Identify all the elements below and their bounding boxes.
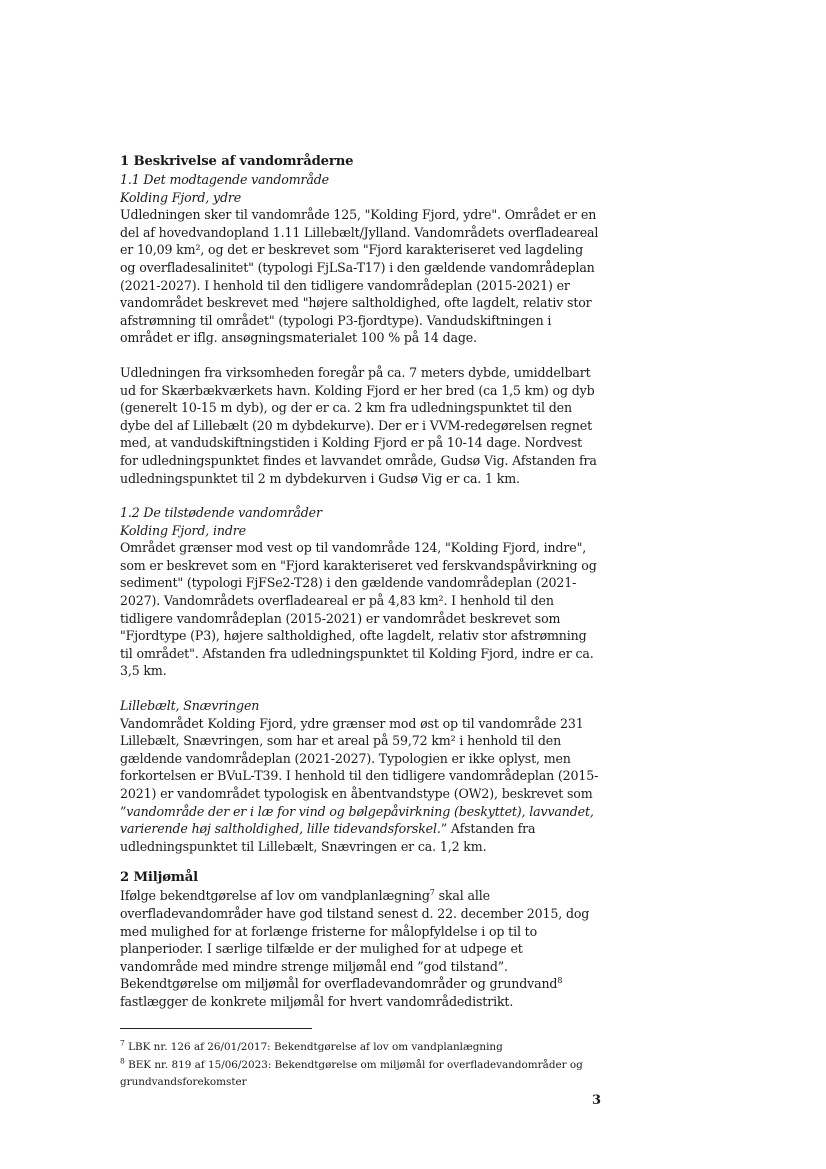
page-number: 3 <box>592 1093 602 1108</box>
subsection-1-2-title: 1.2 De tilstødende vandområder <box>120 505 322 521</box>
footnote-number: 7 <box>120 1038 125 1048</box>
paragraph-1: Udledningen sker til vandområde 125, "Kolding Fjord, ydre". Området er en del af hovedvandopland 1.11 Lillebælt/Jylland. Vandområdets overfladeareal er 10,09 km², og det er beskrevet som "Fjord karakteriseret ved lagdeling og overfladesalinitet" (typologi FjLSa-T17) i den gældende vandområdeplan (2021-2027). I henhold til den tidligere vandområdeplan (2015-2021) er vandområdet beskrevet med "højere saltholdighed, ofte lagdelt, relativ stor afstrømning til området" (typologi P3-fjordtype). Vandudskiftningen i området er iflg. ansøgningsmaterialet 100 % på 14 dage. <box>120 207 599 346</box>
document-body <box>120 153 600 1011</box>
paragraph-4 <box>120 715 600 856</box>
footnote-ref-8[interactable]: 8 <box>557 976 563 986</box>
footnote-number: 8 <box>120 1056 125 1066</box>
paragraph-5-part-c: fastlægger de konkrete miljømål for hvert vandområdedistrikt. <box>120 993 514 1009</box>
footnote-8 <box>120 1057 600 1092</box>
footnote-text: BEK nr. 819 af 15/06/2023: Bekendtgørelse om miljømål for overfladevandområder og grundvandsforekomster <box>120 1058 583 1088</box>
subsection-lillebaelt-area: Lillebælt, Snævringen <box>120 698 260 714</box>
paragraph-5-part-a: Ifølge bekendtgørelse af lov om vandplanlægning <box>120 888 430 904</box>
section-1-heading: 1 Beskrivelse af vandområderne <box>120 154 354 169</box>
footnote-7 <box>120 1039 600 1057</box>
footnote-divider <box>120 1028 312 1029</box>
subsection-1-1-area: Kolding Fjord, ydre <box>120 189 242 205</box>
footnote-text: LBK nr. 126 af 26/01/2017: Bekendtgørelse af lov om vandplanlægning <box>124 1041 503 1053</box>
paragraph-4-end: ” Afstanden fra udledningspunktet til Lillebælt, Snævringen er ca. 1,2 km. <box>120 821 536 854</box>
subsection-1-2-area: Kolding Fjord, indre <box>120 522 246 538</box>
paragraph-3: Området grænser mod vest op til vandområde 124, "Kolding Fjord, indre", som er beskrevet som en "Fjord karakteriseret ved ferskvandspåvirkning og sediment" (typologi FjFSe2-T28) i den gældende vandområdeplan (2021-2027). Vandområdets overfladeareal er på 4,83 km². I henhold til den tidligere vandområdeplan (2015-2021) er vandområdet beskrevet som "Fjordtype (P3), højere saltholdighed, ofte lagdelt, relativ stor afstrømning til området". Afstanden fra udledningspunktet til Kolding Fjord, indre er ca. 3,5 km. <box>120 540 597 679</box>
paragraph-5-part-b: skal alle overfladevandområder have god tilstand senest d. 22. december 2015, dog med mulighed for at forlænge fristerne for målopfyldelse i op til to planperioder. I særlige tilfælde er der mulighed for at udpege et vandområde med mindre strenge miljømål end ”god tilstand”. Bekendtgørelse om miljømål for overfladevandområder og grundvand <box>120 888 590 992</box>
subsection-1-1-title: 1.1 Det modtagende vandområde <box>120 172 329 187</box>
paragraph-4-quote: vandområde der er i læ for vind og bølgepåvirkning (beskyttet), lavvandet, varierende høj saltholdighed, lille tidevandsforskel. <box>120 803 594 837</box>
paragraph-4-start: Vandområdet Kolding Fjord, ydre grænser mod øst op til vandområde 231 Lillebælt, Snævringen, som har et areal på 59,72 km² i henhold til den gældende vandområdeplan (2021-2027). Typologien er ikke oplyst, men forkortelsen er BVuL-T39. I henhold til den tidligere vandområdeplan (2015-2021) er vandområdet typologisk en åbentvandstype (OW2), beskrevet som ” <box>120 715 599 819</box>
section-2-heading: 2 Miljømål <box>120 870 198 886</box>
footnotes <box>120 1028 600 1092</box>
paragraph-2: Udledningen fra virksomheden foregår på ca. 7 meters dybde, umiddelbart ud for Skærbækværkets havn. Kolding Fjord er her bred (ca 1,5 km) og dyb (generelt 10-15 m dyb), og der er ca. 2 km fra udledningspunktet til den dybe del af Lillebælt (20 m dybdekurve). Der er i VVM-redegørelsen regnet med, at vandudskiftningstiden i Kolding Fjord er på 10-14 dage. Nordvest for udledningspunktet findes et lavvandet område, Gudsø Vig. Afstanden fra udledningspunktet til 2 m dybdekurven i Gudsø Vig er ca. 1 km. <box>120 364 597 486</box>
paragraph-5 <box>120 887 600 1010</box>
footnote-ref-7[interactable]: 7 <box>429 888 435 898</box>
